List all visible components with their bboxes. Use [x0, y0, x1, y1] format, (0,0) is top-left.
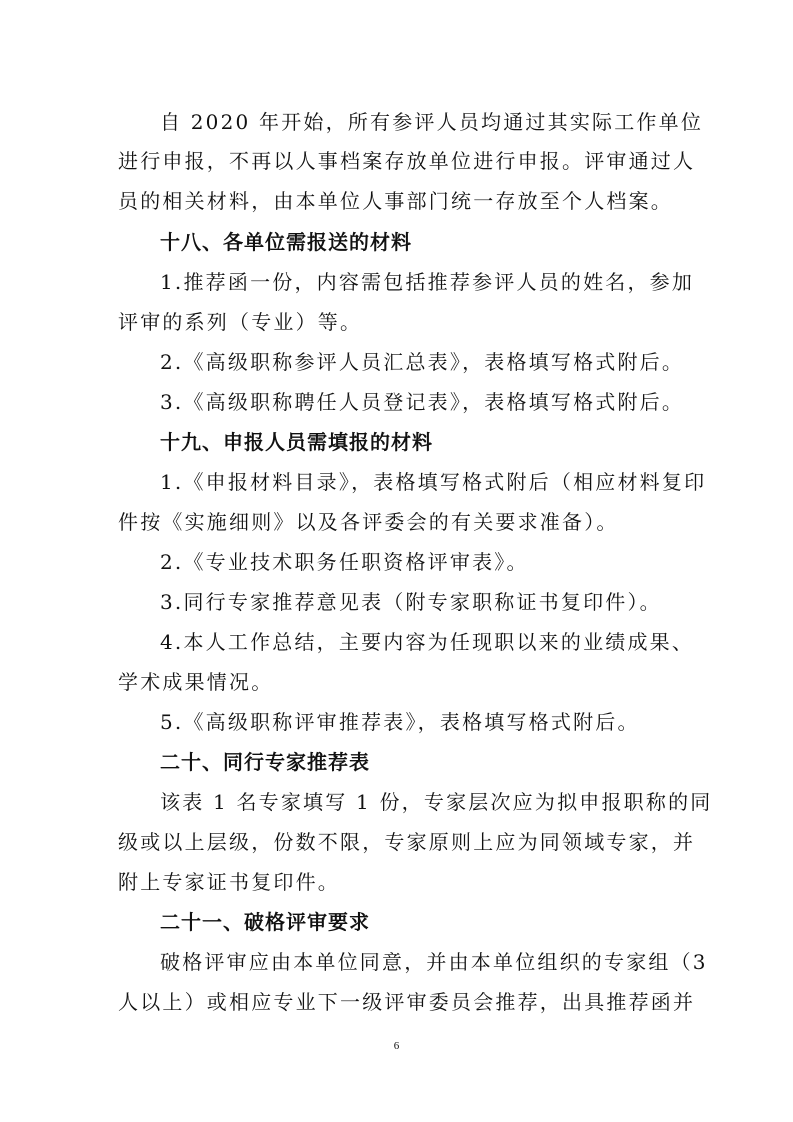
paragraph-line: 进行申报，不再以人事档案存放单位进行申报。评审通过人 [118, 149, 696, 173]
section-heading-19: 十九、申报人员需填报的材料 [160, 430, 433, 454]
paragraph-line: 评审的系列（专业）等。 [118, 310, 363, 334]
paragraph-line: 件按《实施细则》以及各评委会的有关要求准备）。 [118, 510, 619, 534]
paragraph-line: 2.《专业技术职务任职资格评审表》。 [160, 550, 529, 574]
paragraph-line: 人以上）或相应专业下一级评审委员会推荐，出具推荐函并 [118, 990, 696, 1014]
section-heading-20: 二十、同行专家推荐表 [160, 750, 370, 774]
paragraph-line: 该表 1 名专家填写 1 份，专家层次应为拟申报职称的同 [160, 790, 713, 814]
paragraph-line: 自 2020 年开始，所有参评人员均通过其实际工作单位 [160, 110, 704, 134]
paragraph-line: 员的相关材料，由本单位人事部门统一存放至个人档案。 [118, 189, 673, 213]
section-heading-21: 二十一、破格评审要求 [160, 910, 370, 934]
paragraph-line: 2.《高级职称参评人员汇总表》，表格填写格式附后。 [160, 350, 685, 374]
paragraph-line: 5.《高级职称评审推荐表》，表格填写格式附后。 [160, 710, 640, 734]
paragraph-line: 破格评审应由本单位同意，并由本单位组织的专家组（3 [160, 950, 708, 974]
paragraph-line: 1.《申报材料目录》，表格填写格式附后（相应材料复印 [160, 470, 707, 494]
paragraph-line: 级或以上层级，份数不限，专家原则上应为同领域专家，并 [118, 830, 696, 854]
paragraph-line: 1.推荐函一份，内容需包括推荐参评人员的姓名，参加 [160, 270, 695, 294]
section-heading-18: 十八、各单位需报送的材料 [160, 230, 412, 254]
paragraph-line: 学术成果情况。 [118, 670, 274, 694]
paragraph-line: 3.《高级职称聘任人员登记表》，表格填写格式附后。 [160, 390, 685, 414]
paragraph-line: 3.同行专家推荐意见表（附专家职称证书复印件）。 [160, 590, 662, 614]
page-number: 6 [393, 1040, 400, 1052]
paragraph-line: 附上专家证书复印件。 [118, 870, 340, 894]
paragraph-line: 4.本人工作总结，主要内容为任现职以来的业绩成果、 [160, 630, 695, 654]
